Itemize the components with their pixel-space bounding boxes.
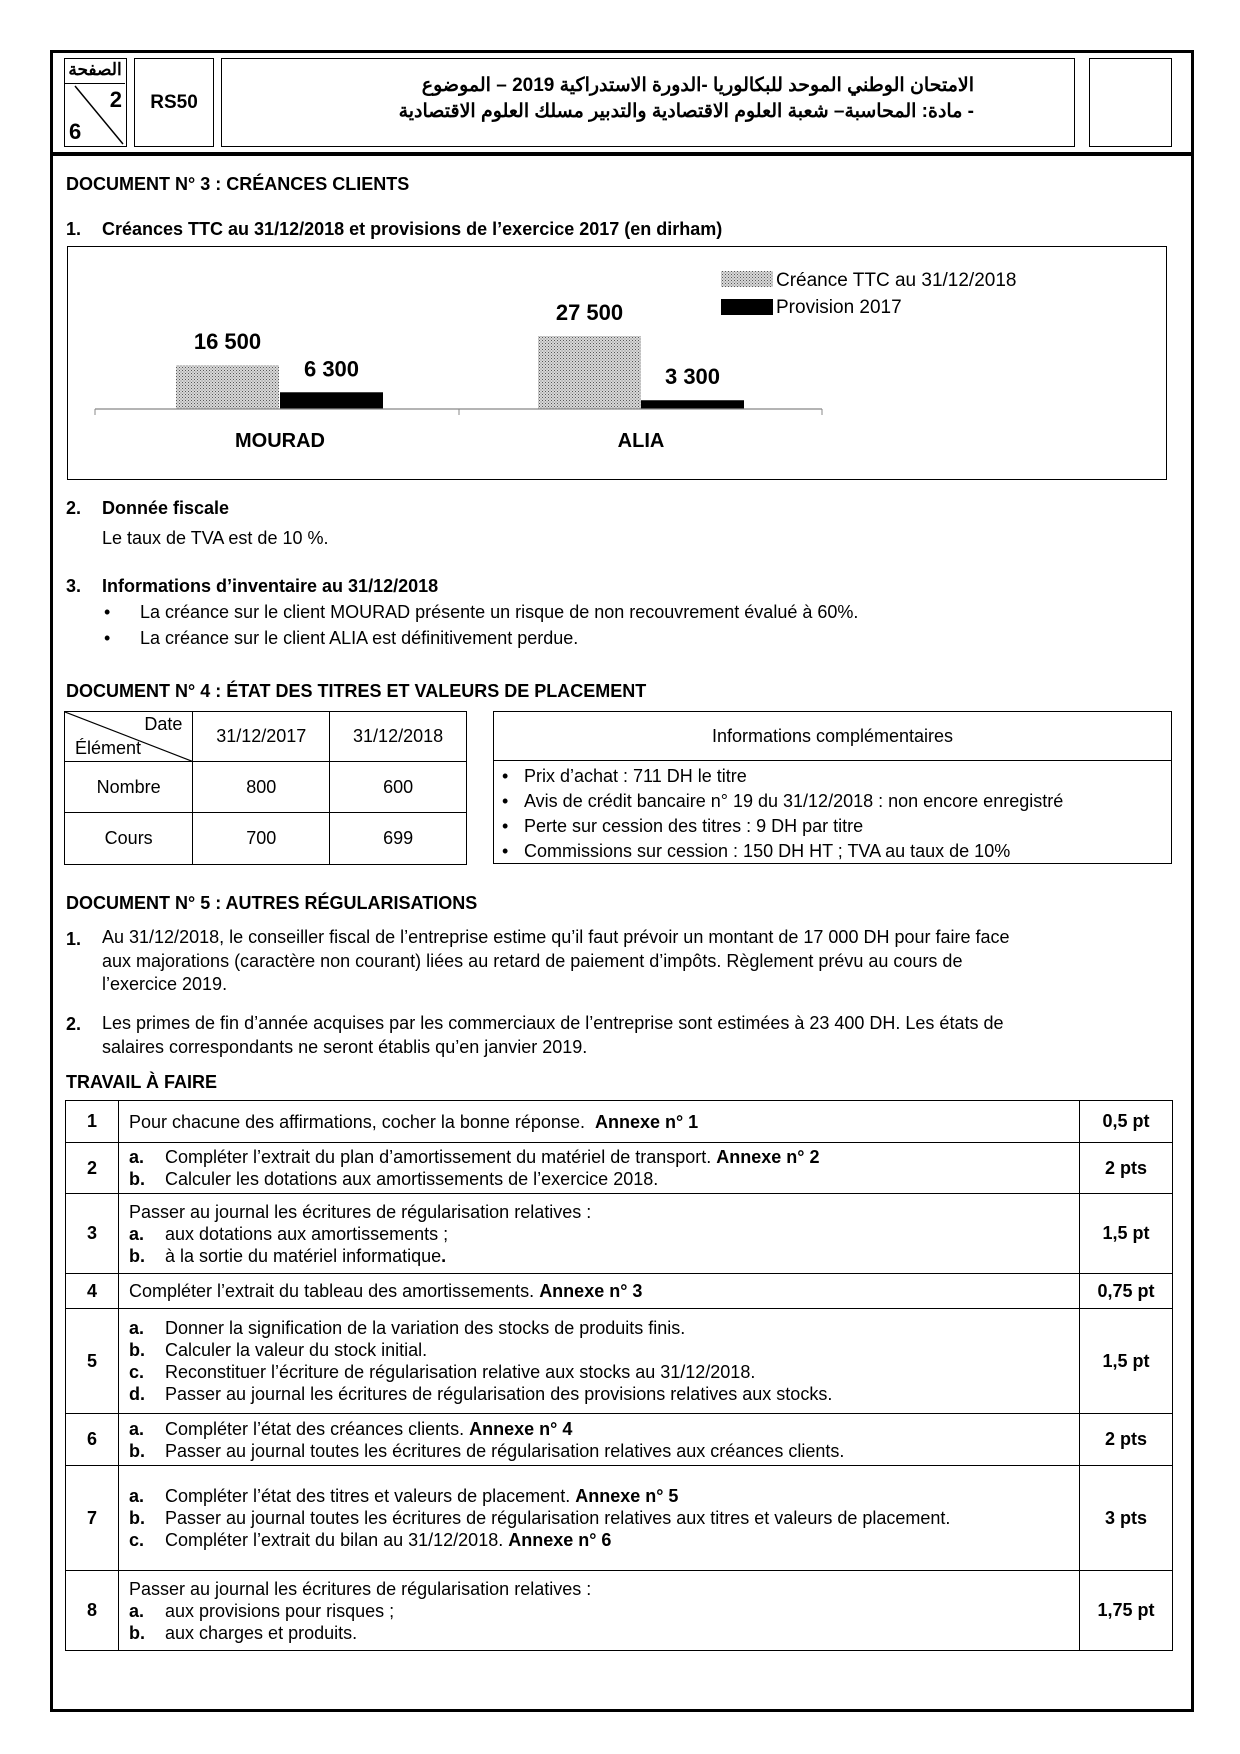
task-line xyxy=(129,1440,1069,1462)
table-row xyxy=(66,1101,1173,1143)
page-total: 6 xyxy=(69,119,82,144)
task-number: 7 xyxy=(66,1466,119,1571)
task-letter: a. xyxy=(129,1318,145,1338)
chart-box xyxy=(67,246,1167,480)
table-cell: 600 xyxy=(330,762,467,813)
doc3-title: DOCUMENT N° 3 : CRÉANCES CLIENTS xyxy=(66,174,410,194)
task-text: Compléter l’extrait du plan d’amortissement du matériel de transport. xyxy=(165,1147,717,1167)
task-letter: d. xyxy=(129,1384,145,1404)
legend-swatch-provision xyxy=(721,299,773,315)
table-cell: 800 xyxy=(193,762,330,813)
receivables-chart xyxy=(68,247,1166,479)
task-text: Compléter l’état des créances clients. xyxy=(165,1418,470,1439)
task-letter: a. xyxy=(129,1147,145,1167)
task-points: 0,75 pt xyxy=(1080,1274,1173,1309)
corner-element-label: Élément xyxy=(75,738,142,758)
task-line xyxy=(129,1317,1069,1339)
table-row xyxy=(66,1194,1173,1274)
corner-header-cell xyxy=(65,712,193,762)
doc3-s3-title: Informations d’inventaire au 31/12/2018 xyxy=(102,576,439,596)
exam-title-line2: - مادة: المحاسبة– شعبة العلوم الاقتصادية والتدبير مسلك العلوم الاقتصادية xyxy=(398,101,974,122)
task-description xyxy=(119,1571,1080,1651)
data-label: 16 500 xyxy=(193,329,262,355)
page-num: 2 xyxy=(109,87,122,112)
info-item: • Avis de crédit bancaire n° 19 du 31/12/2018 : non encore enregistré xyxy=(502,791,1064,811)
empty-header-box xyxy=(1089,58,1172,147)
text-line: Au 31/12/2018, le conseiller fiscal de l’entreprise estime qu’il faut prévoir un montant de 17 000 DH pour faire face xyxy=(102,927,1010,947)
task-number: 3 xyxy=(66,1194,119,1274)
task-line xyxy=(129,1339,1069,1361)
annex-reference: Annexe n° 5 xyxy=(575,1486,679,1506)
table-row xyxy=(66,1309,1173,1414)
task-letter: a. xyxy=(129,1486,145,1506)
data-label: 3 300 xyxy=(664,364,721,390)
doc3-s3-num: 3. xyxy=(66,576,82,596)
data-label: 27 500 xyxy=(555,300,624,325)
page-number-box xyxy=(64,58,127,147)
task-letter: b. xyxy=(129,1245,145,1266)
task-description xyxy=(119,1194,1080,1274)
column-header: 31/12/2018 xyxy=(330,712,467,762)
task-line xyxy=(129,1223,1069,1245)
task-text: Pour chacune des affirmations, cocher la bonne réponse. xyxy=(129,1111,595,1132)
bar-mourad-provision xyxy=(280,392,383,409)
task-text: Calculer les dotations aux amortissements de l’exercice 2018. xyxy=(165,1169,659,1189)
doc4-title: DOCUMENT N° 4 : ÉTAT DES TITRES ET VALEURS DE PLACEMENT xyxy=(66,681,647,701)
info-item-text: Commissions sur cession : 150 DH HT ; TVA au taux de 10% xyxy=(524,841,1011,861)
task-line xyxy=(129,1168,1069,1190)
task-text: Compléter l’état des titres et valeurs de placement. xyxy=(165,1486,576,1506)
info-item: • Commissions sur cession : 150 DH HT ; TVA au taux de 10% xyxy=(502,841,1011,861)
task-line xyxy=(129,1622,1069,1644)
task-number: 1 xyxy=(66,1101,119,1143)
doc5-item-num: 1. xyxy=(66,929,82,949)
annex-reference: . xyxy=(441,1245,447,1266)
task-line xyxy=(129,1485,1069,1507)
task-letter: a. xyxy=(129,1418,145,1439)
task-text: Compléter l’extrait du tableau des amortissements. xyxy=(129,1281,540,1301)
task-description xyxy=(119,1309,1080,1414)
task-line xyxy=(129,1280,1069,1302)
category-label-alia: ALIA xyxy=(617,430,665,452)
text-line: Les primes de fin d’année acquises par les commerciaux de l’entreprise sont estimées à 23 400 DH. Les états de xyxy=(102,1013,1004,1033)
inventory-bullet: • La créance sur le client MOURAD présente un risque de non recouvrement évalué à 60%. xyxy=(140,601,858,623)
task-text: Passer au journal les écritures de régularisation des provisions relatives aux stocks. xyxy=(165,1384,833,1404)
task-text: Passer au journal toutes les écritures de régularisation relatives aux titres et valeurs de placement. xyxy=(165,1508,951,1528)
subject-code: RS50 xyxy=(134,58,214,147)
task-line xyxy=(129,1111,1069,1133)
annex-reference: Annexe n° 2 xyxy=(716,1147,820,1167)
tasks-table xyxy=(65,1100,1173,1651)
task-line xyxy=(129,1201,1069,1223)
doc3-s1-title: Créances TTC au 31/12/2018 et provisions de l’exercice 2017 (en dirham) xyxy=(102,219,723,239)
task-text: Reconstituer l’écriture de régularisation relative aux stocks au 31/12/2018. xyxy=(165,1362,756,1382)
table-cell: 699 xyxy=(330,813,467,865)
task-letter: a. xyxy=(129,1223,145,1244)
task-description xyxy=(119,1143,1080,1194)
table-cell: 700 xyxy=(193,813,330,865)
annex-reference: Annexe n° 1 xyxy=(594,1111,699,1132)
header-separator xyxy=(50,152,1194,156)
legend-swatch-creance xyxy=(721,271,773,287)
data-label: 6 300 xyxy=(303,356,360,382)
task-letter: b. xyxy=(129,1508,145,1528)
task-line xyxy=(129,1578,1069,1600)
bar-alia-creance xyxy=(538,336,641,409)
task-description xyxy=(119,1466,1080,1571)
bar-alia-provision xyxy=(641,400,744,409)
task-text: à la sortie du matériel informatique xyxy=(165,1245,442,1266)
doc5-item-1 xyxy=(102,926,1010,997)
task-letter: b. xyxy=(129,1169,145,1189)
text-line: aux majorations (caractère non courant) liées au retard de paiement d’impôts. Règlement prévu au cours de xyxy=(102,950,963,971)
legend-label-provision: Provision 2017 xyxy=(776,297,902,318)
task-letter: b. xyxy=(129,1340,145,1360)
annex-reference: Annexe n° 3 xyxy=(539,1281,643,1301)
doc3-s2-title: Donnée fiscale xyxy=(102,498,230,518)
table-row xyxy=(66,1143,1173,1194)
page-label: الصفحة xyxy=(65,59,125,84)
task-text: aux provisions pour risques ; xyxy=(165,1600,395,1621)
doc5-item-num: 2. xyxy=(66,1014,82,1034)
task-text: Donner la signification de la variation des stocks de produits finis. xyxy=(165,1318,686,1338)
table-row xyxy=(66,1414,1173,1466)
doc3-s1-num: 1. xyxy=(66,219,82,239)
info-title: Informations complémentaires xyxy=(494,712,1171,761)
task-text: aux dotations aux amortissements ; xyxy=(165,1223,449,1244)
task-points: 2 pts xyxy=(1080,1414,1173,1466)
annex-reference: Annexe n° 6 xyxy=(508,1530,612,1550)
text-line: salaires correspondants ne seront établis qu’en janvier 2019. xyxy=(102,1037,588,1057)
task-points: 1,5 pt xyxy=(1080,1194,1173,1274)
task-number: 8 xyxy=(66,1571,119,1651)
task-line xyxy=(129,1361,1069,1383)
text-line: l’exercice 2019. xyxy=(102,974,228,994)
exam-title-line1: الامتحان الوطني الموحد للبكالوريا -الدورة الاستدراكية 2019 – الموضوع xyxy=(421,75,974,96)
task-letter: b. xyxy=(129,1622,145,1643)
info-box xyxy=(493,711,1172,864)
table-row xyxy=(66,1466,1173,1571)
info-item: • Prix d’achat : 711 DH le titre xyxy=(502,766,747,786)
row-label: Nombre xyxy=(65,762,193,813)
legend-label-creance: Créance TTC au 31/12/2018 xyxy=(776,270,1017,291)
info-item: • Perte sur cession des titres : 9 DH par titre xyxy=(502,816,864,836)
task-line xyxy=(129,1383,1069,1405)
task-letter: c. xyxy=(129,1530,145,1550)
task-line xyxy=(129,1146,1069,1168)
info-item-text: Prix d’achat : 711 DH le titre xyxy=(524,766,747,786)
task-number: 6 xyxy=(66,1414,119,1466)
task-number: 5 xyxy=(66,1309,119,1414)
task-number: 2 xyxy=(66,1143,119,1194)
doc3-s2-num: 2. xyxy=(66,498,82,518)
task-text: Compléter l’extrait du bilan au 31/12/2018. xyxy=(165,1530,509,1550)
doc5-item-2 xyxy=(102,1011,1003,1059)
task-text: Passer au journal toutes les écritures de régularisation relatives aux créances clients. xyxy=(165,1440,845,1461)
task-line xyxy=(129,1529,1069,1551)
task-description xyxy=(119,1101,1080,1143)
task-points: 3 pts xyxy=(1080,1466,1173,1571)
exam-title-box xyxy=(221,58,1075,147)
info-item-text: Perte sur cession des titres : 9 DH par titre xyxy=(524,816,864,836)
task-line xyxy=(129,1245,1069,1267)
task-line xyxy=(129,1507,1069,1529)
task-text: aux charges et produits. xyxy=(165,1622,358,1643)
task-text: Passer au journal les écritures de régularisation relatives : xyxy=(129,1578,592,1599)
vat-rate-text: Le taux de TVA est de 10 %. xyxy=(102,528,329,548)
task-points: 1,5 pt xyxy=(1080,1309,1173,1414)
category-label-mourad: MOURAD xyxy=(235,430,325,452)
task-text: Passer au journal les écritures de régularisation relatives : xyxy=(129,1201,592,1222)
task-description xyxy=(119,1414,1080,1466)
task-letter: b. xyxy=(129,1440,145,1461)
corner-date-label: Date xyxy=(144,714,183,734)
row-label: Cours xyxy=(65,813,193,865)
task-letter: c. xyxy=(129,1362,145,1382)
securities-table xyxy=(64,711,467,865)
inventory-bullet: • La créance sur le client ALIA est définitivement perdue. xyxy=(140,627,578,649)
info-list xyxy=(494,761,1171,864)
annex-reference: Annexe n° 4 xyxy=(469,1418,573,1439)
task-letter: a. xyxy=(129,1600,145,1621)
travail-title: TRAVAIL À FAIRE xyxy=(66,1072,218,1092)
task-points: 1,75 pt xyxy=(1080,1571,1173,1651)
task-description xyxy=(119,1274,1080,1309)
task-points: 2 pts xyxy=(1080,1143,1173,1194)
task-text: Calculer la valeur du stock initial. xyxy=(165,1340,428,1360)
info-item-text: Avis de crédit bancaire n° 19 du 31/12/2018 : non encore enregistré xyxy=(524,791,1064,811)
bar-mourad-creance xyxy=(176,365,279,409)
task-points: 0,5 pt xyxy=(1080,1101,1173,1143)
task-line xyxy=(129,1600,1069,1622)
task-line xyxy=(129,1418,1069,1440)
table-row xyxy=(66,1274,1173,1309)
table-row xyxy=(66,1571,1173,1651)
doc5-title: DOCUMENT N° 5 : AUTRES RÉGULARISATIONS xyxy=(66,893,478,913)
task-number: 4 xyxy=(66,1274,119,1309)
column-header: 31/12/2017 xyxy=(193,712,330,762)
